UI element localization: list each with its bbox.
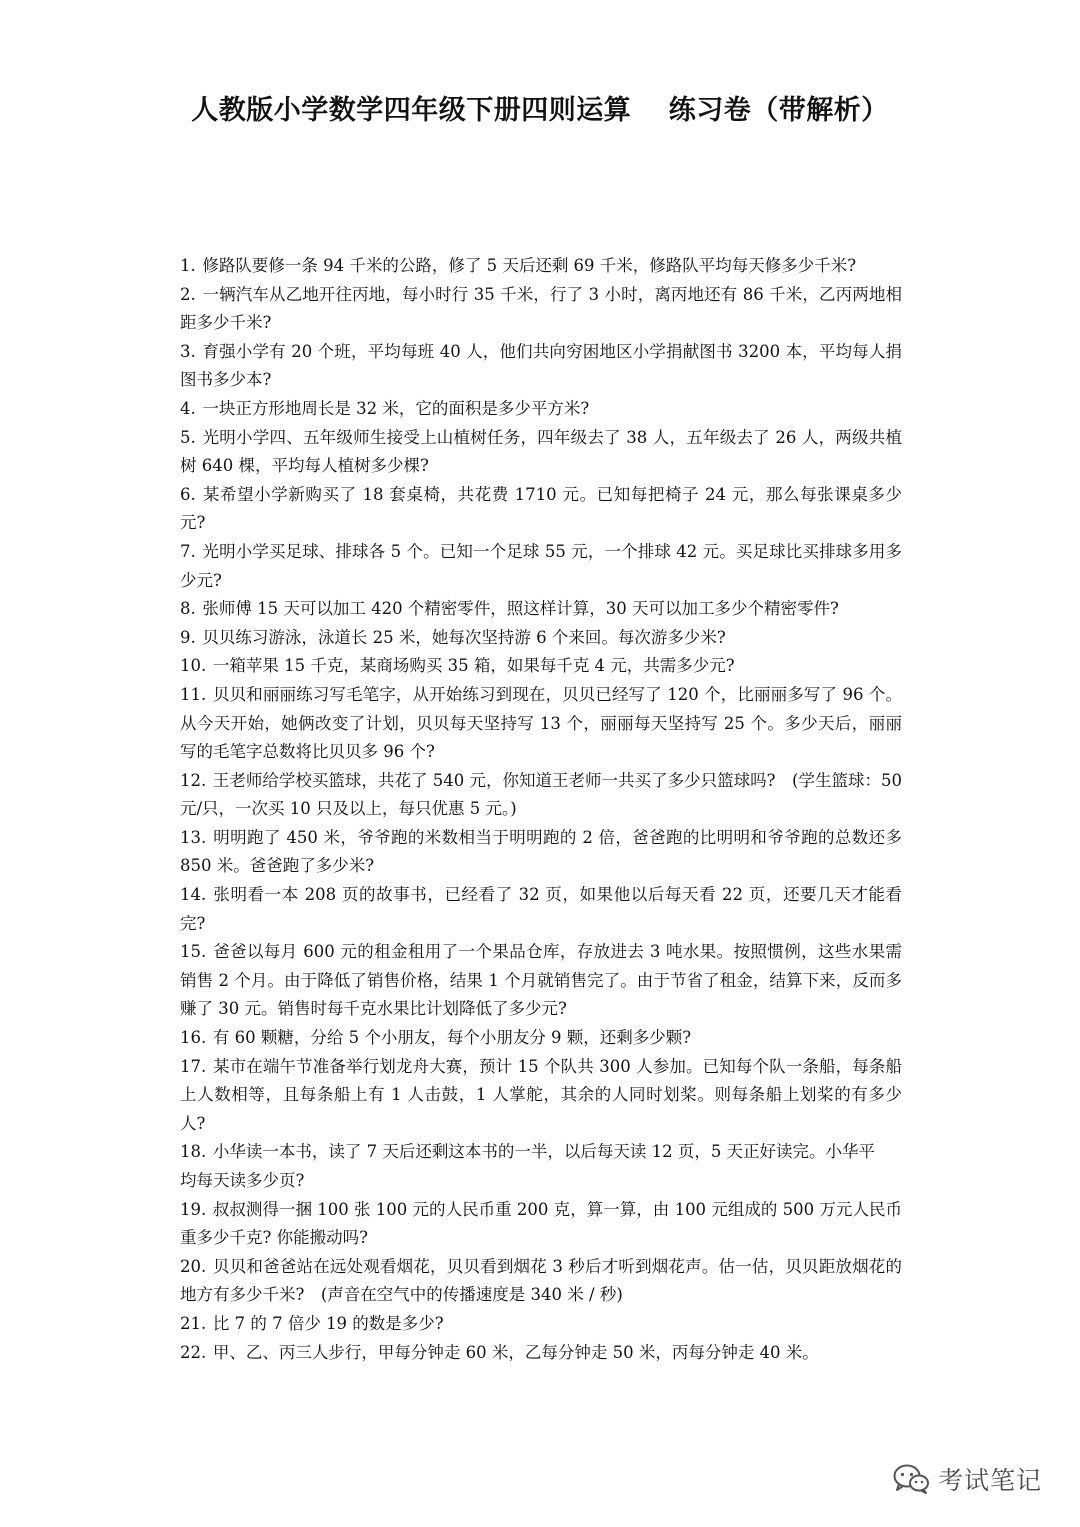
question-text: 育强小学有 20 个班，平均每班 40 人，他们共向穷困地区小学捐献图书 3200 本，平均每人捐图书多少本? (180, 341, 902, 390)
question-item (180, 281, 902, 338)
question-number: 17. (180, 1056, 207, 1076)
question-item (180, 881, 902, 938)
question-number: 20. (180, 1256, 207, 1276)
question-text: 贝贝和丽丽练习写毛笔字，从开始练习到现在，贝贝已经写了 120 个，比丽丽多写了 96 个。从今天开始，她俩改变了计划，贝贝每天坚持写 13 个，丽丽每天坚持写 25 个。多少天后，丽丽写的毛笔字总数将比贝贝多 96 个? (180, 684, 902, 762)
question-number: 4. (180, 398, 196, 418)
question-number: 2. (180, 284, 196, 304)
question-text: 贝贝和爸爸站在远处观看烟花，贝贝看到烟花 3 秒后才听到烟花声。估一估，贝贝距放烟花的地方有多少千米? (声音在空气中的传播速度是 340 米 / 秒) (180, 1256, 902, 1305)
question-number: 9. (180, 627, 196, 647)
page-title: 人教版小学数学四年级下册四则运算 练习卷（带解析） (191, 95, 889, 126)
question-item (180, 595, 902, 624)
question-item (180, 338, 902, 395)
question-text: 一块正方形地周长是 32 米，它的面积是多少平方米? (202, 398, 590, 418)
question-text: 明明跑了 450 米，爷爷跑的米数相当于明明跑的 2 倍，爸爸跑的比明明和爷爷跑的总数还多 850 米。爸爸跑了多少米? (180, 827, 902, 876)
question-text: 光明小学四、五年级师生接受上山植树任务，四年级去了 38 人，五年级去了 26 人，两级共植树 640 棵，平均每人植树多少棵? (180, 427, 902, 476)
question-text: 光明小学买足球、排球各 5 个。已知一个足球 55 元，一个排球 42 元。买足球比买排球多用多少元? (180, 541, 902, 590)
question-item (180, 252, 902, 281)
question-number: 10. (180, 656, 207, 676)
question-text: 张师傅 15 天可以加工 420 个精密零件，照这样计算，30 天可以加工多少个精密零件? (202, 599, 839, 619)
wechat-icon (892, 1463, 930, 1495)
question-text: 贝贝练习游泳，泳道长 25 米，她每次坚持游 6 个来回。每次游多少米? (202, 627, 726, 647)
question-item (180, 538, 902, 595)
question-text: 某市在端午节准备举行划龙舟大赛，预计 15 个队共 300 人参加。已知每个队一条船，每条船上人数相等，且每条船上有 1 人击鼓，1 人掌舵，其余的人同时划桨。则每条船上划桨的有多少人? (180, 1056, 902, 1133)
question-item (180, 395, 902, 424)
question-item (180, 481, 902, 538)
question-text: 一辆汽车从乙地开往丙地，每小时行 35 千米，行了 3 小时，离丙地还有 86 千米，乙丙两地相距多少千米? (180, 284, 902, 333)
question-text: 比 7 的 7 倍少 19 的数是多少? (212, 1313, 444, 1333)
question-number: 18. (180, 1142, 207, 1162)
question-text: 张明看一本 208 页的故事书，已经看了 32 页，如果他以后每天看 22 页，还要几天才能看完? (180, 885, 902, 933)
question-item (180, 424, 902, 481)
question-number: 8. (180, 599, 196, 619)
question-item (180, 1253, 902, 1310)
question-item (180, 767, 902, 824)
question-number: 7. (180, 541, 196, 561)
question-text: 某希望小学新购买了 18 套桌椅，共花费 1710 元。已知每把椅子 24 元，那么每张课桌多少元? (180, 484, 902, 533)
question-number: 22. (180, 1342, 207, 1362)
question-item (180, 1053, 902, 1139)
question-number: 12. (180, 770, 207, 790)
question-item (180, 938, 902, 1024)
question-number: 6. (180, 484, 196, 504)
question-item (180, 1138, 902, 1195)
question-number: 19. (180, 1199, 207, 1219)
question-item (180, 624, 902, 653)
question-number: 5. (180, 427, 196, 447)
question-text: 叔叔测得一捆 100 张 100 元的人民币重 200 克，算一算，由 100 元组成的 500 万元人民币重多少千克? 你能搬动吗? (180, 1199, 902, 1248)
question-item (180, 681, 902, 767)
question-list (180, 252, 902, 1367)
question-number: 21. (180, 1313, 207, 1333)
question-number: 16. (180, 1028, 207, 1048)
question-number: 14. (180, 885, 207, 905)
question-number: 3. (180, 341, 196, 361)
question-text: 修路队要修一条 94 千米的公路，修了 5 天后还剩 69 千米，修路队平均每天修多少千米? (202, 256, 857, 275)
watermark (892, 1461, 1042, 1497)
question-item (180, 1310, 902, 1339)
question-text: 爸爸以每月 600 元的租金租用了一个果品仓库，存放进去 3 吨水果。按照惯例，这些水果需销售 2 个月。由于降低了销售价格，结果 1 个月就销售完了。由于节省了租金，结算下来，反而多赚了 30 元。销售时每千克水果比计划降低了多少元? (180, 942, 902, 1019)
question-item (180, 824, 902, 881)
question-item (180, 1339, 902, 1368)
question-text: 王老师给学校买篮球，共花了 540 元，你知道王老师一共买了多少只篮球吗? (学生篮球：50 元/只，一次买 10 只及以上，每只优惠 5 元。) (180, 770, 902, 819)
question-text: 甲、乙、丙三人步行，甲每分钟走 60 米，乙每分钟走 50 米，丙每分钟走 40 米。 (212, 1342, 819, 1362)
question-item (180, 652, 902, 681)
question-text: 一箱苹果 15 千克，某商场购买 35 箱，如果每千克 4 元，共需多少元? (212, 656, 735, 676)
question-item (180, 1024, 902, 1053)
question-number: 15. (180, 942, 207, 962)
watermark-text: 考试笔记 (937, 1466, 1042, 1495)
question-number: 13. (180, 827, 207, 847)
question-number: 11. (180, 684, 207, 704)
question-item (180, 1196, 902, 1253)
question-text: 有 60 颗糖，分给 5 个小朋友，每个小朋友分 9 颗，还剩多少颗? (212, 1028, 692, 1048)
question-text: 小华读一本书，读了 7 天后还剩这本书的一半，以后每天读 12 页，5 天正好读完。小华平 均每天读多少页? (180, 1142, 876, 1190)
question-number: 1. (180, 256, 196, 275)
